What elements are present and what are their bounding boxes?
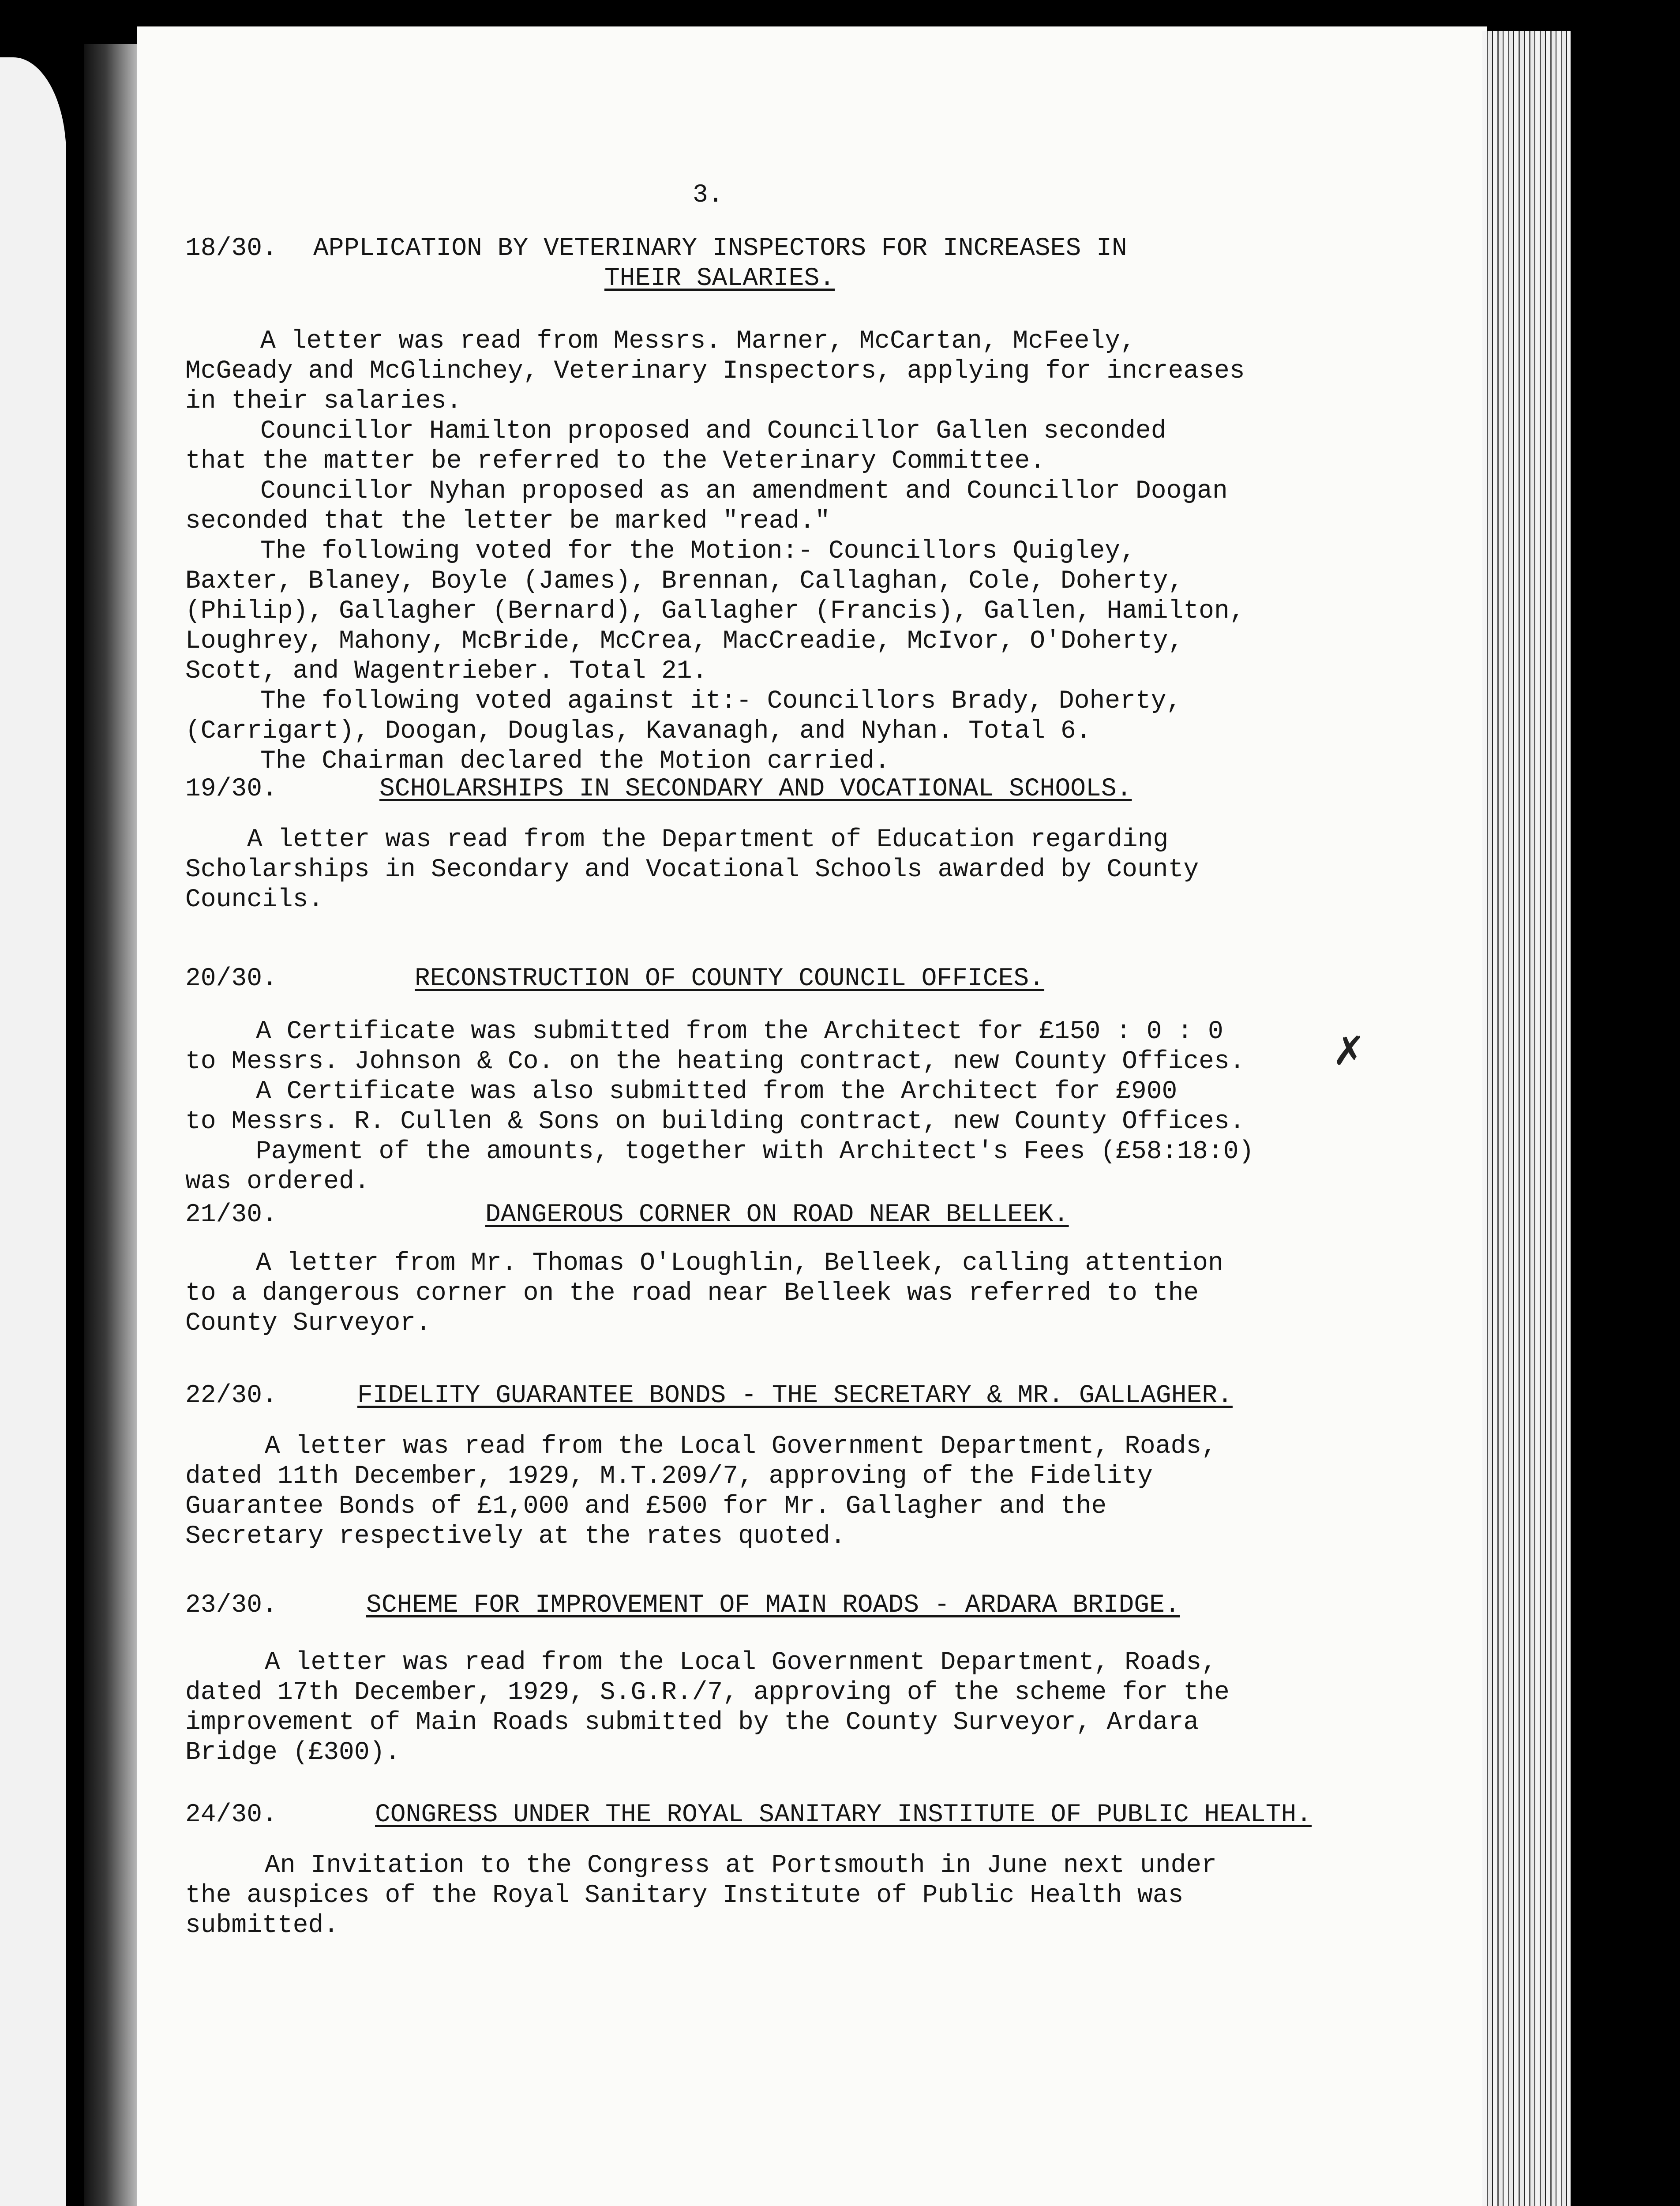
item-number: 22/30. — [185, 1381, 278, 1410]
item-number: 18/30. — [185, 234, 278, 263]
item-body — [185, 1648, 1230, 1768]
paragraph: The following voted for the Motion:- Councillors Quigley, Baxter, Blaney, Boyle (James), Brennan, Callaghan, Cole, Doherty, (Philip), Gallagher (Bernard), Gallagher (Francis), Gallen, Hamilton, Loughrey, Mahony, McBride, McCrea, MacCreadie, McIvor, O'Doherty, Scott, and Wagentrieber. Total 21. — [185, 537, 1245, 686]
item-number: 24/30. — [185, 1801, 278, 1829]
paragraph: A letter from Mr. Thomas O'Loughlin, Belleek, calling attention to a dangerous corner on the road near Belleek was referred to the County Surveyor. — [185, 1249, 1223, 1338]
paragraph: A letter was read from Messrs. Marner, McCartan, McFeely, McGeady and McGlinchey, Veterinary Inspectors, applying for increases in their salaries. — [185, 327, 1245, 416]
item-number: 20/30. — [185, 964, 278, 993]
facing-page-edge — [0, 57, 66, 2206]
item-number: 21/30. — [185, 1201, 278, 1229]
item-heading: CONGRESS UNDER THE ROYAL SANITARY INSTITUTE OF PUBLIC HEALTH. — [375, 1801, 1312, 1829]
paragraph: A Certificate was also submitted from the Architect for £900 to Messrs. R. Cullen & Sons on building contract, new County Offices. — [185, 1077, 1245, 1136]
paragraph: A letter was read from the Local Government Department, Roads, dated 11th December, 1929, M.T.209/7, approving of the Fidelity Guarantee Bonds of £1,000 and £500 for Mr. Gallagher and the Secretary respectively at the rates quoted. — [185, 1432, 1217, 1551]
item-number: 19/30. — [185, 775, 278, 803]
paragraph: Councillor Nyhan proposed as an amendment and Councillor Doogan seconded that the letter be marked "read." — [185, 477, 1228, 536]
paragraph: A letter was read from the Local Government Department, Roads, dated 17th December, 1929, S.G.R./7, approving of the scheme for the improvement of Main Roads submitted by the County Surveyor, Ardara Bridge (£300). — [185, 1648, 1230, 1767]
item-number: 23/30. — [185, 1591, 278, 1620]
item-body — [185, 1432, 1217, 1552]
page-stack-edges — [1482, 31, 1571, 2206]
item-heading: SCHOLARSHIPS IN SECONDARY AND VOCATIONAL SCHOOLS. — [379, 775, 1132, 803]
item-body — [185, 825, 1199, 915]
item-heading: FIDELITY GUARANTEE BONDS - THE SECRETARY & MR. GALLAGHER. — [357, 1381, 1233, 1410]
item-heading: SCHEME FOR IMPROVEMENT OF MAIN ROADS - ARDARA BRIDGE. — [366, 1591, 1180, 1620]
paragraph: A letter was read from the Department of Education regarding Scholarships in Secondary and Vocational Schools awarded by County Councils. — [185, 825, 1199, 914]
item-heading: APPLICATION BY VETERINARY INSPECTORS FOR INCREASES IN — [313, 234, 1127, 263]
item-heading: RECONSTRUCTION OF COUNTY COUNCIL OFFICES. — [415, 964, 1045, 993]
paragraph: Councillor Hamilton proposed and Councillor Gallen seconded that the matter be referred to the Veterinary Committee. — [185, 417, 1166, 476]
book-binding — [84, 44, 146, 2206]
paragraph: A Certificate was submitted from the Architect for £150 : 0 : 0 to Messrs. Johnson & Co. on the heating contract, new County Offices. — [185, 1017, 1245, 1076]
margin-x-mark: ✗ — [1332, 1028, 1366, 1074]
item-heading: DANGEROUS CORNER ON ROAD NEAR BELLEEK. — [485, 1201, 1069, 1229]
item-body — [185, 326, 1341, 777]
paragraph: An Invitation to the Congress at Portsmouth in June next under the auspices of the Royal Sanitary Institute of Public Health was submitted. — [185, 1851, 1217, 1940]
item-body — [185, 1249, 1223, 1339]
item-body — [185, 1017, 1254, 1197]
paragraph: Payment of the amounts, together with Architect's Fees (£58:18:0) was ordered. — [185, 1137, 1254, 1196]
paragraph: The Chairman declared the Motion carried. — [260, 747, 890, 776]
item-body — [185, 1851, 1217, 1941]
paragraph: The following voted against it:- Councillors Brady, Doherty, (Carrigart), Doogan, Douglas, Kavanagh, and Nyhan. Total 6. — [185, 687, 1182, 746]
item-heading-line2: THEIR SALARIES. — [604, 264, 835, 293]
page-number: 3. — [693, 181, 724, 210]
